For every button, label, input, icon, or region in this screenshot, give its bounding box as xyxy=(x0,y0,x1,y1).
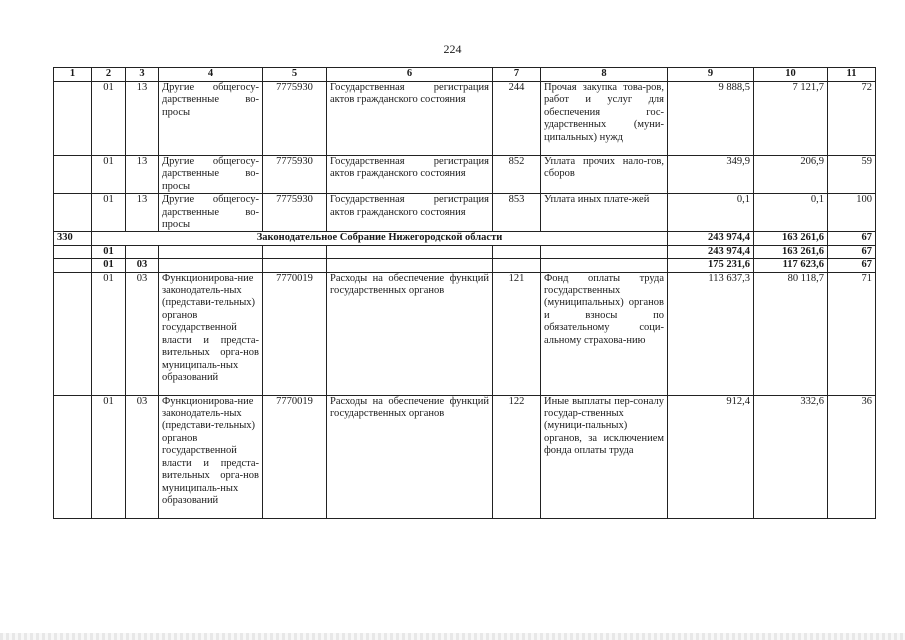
cell-actual: 163 261,6 xyxy=(754,245,828,258)
cell-code xyxy=(54,395,92,518)
cell-actual: 80 118,7 xyxy=(754,272,828,395)
cell-plan: 912,4 xyxy=(668,395,754,518)
cell-code xyxy=(54,194,92,232)
column-header: 2 xyxy=(92,68,126,82)
cell-section-name: Другие общегосу-дарственные во-просы xyxy=(159,156,263,194)
section-total-row xyxy=(54,245,876,258)
column-header: 8 xyxy=(541,68,668,82)
cell-plan: 113 637,3 xyxy=(668,272,754,395)
scan-edge-band xyxy=(0,633,905,640)
cell-expense-name: Фонд оплаты труда государственных (муниципальных) органов и взносы по обязательному соци-альному страхова-нию xyxy=(541,272,668,395)
cell-section-name: Другие общегосу-дарственные во-просы xyxy=(159,82,263,156)
column-header: 4 xyxy=(159,68,263,82)
cell-target-article: 7775930 xyxy=(263,194,327,232)
cell-actual: 117 623,6 xyxy=(754,259,828,272)
cell-section: 01 xyxy=(92,245,126,258)
cell-section: 01 xyxy=(92,156,126,194)
cell-plan: 243 974,4 xyxy=(668,245,754,258)
cell-section: 01 xyxy=(92,272,126,395)
cell-expense-type: 852 xyxy=(493,156,541,194)
cell-percent: 72 xyxy=(828,82,876,156)
cell-percent: 100 xyxy=(828,194,876,232)
subsection-total-row xyxy=(54,259,876,272)
cell-actual: 7 121,7 xyxy=(754,82,828,156)
table-row xyxy=(54,395,876,518)
department-code: 330 xyxy=(54,232,92,245)
cell-expense-type: 853 xyxy=(493,194,541,232)
cell-plan: 0,1 xyxy=(668,194,754,232)
cell-expense-name: Прочая закупка това-ров, работ и услуг для обеспечения гос-ударственных (муни-ципальных) нужд xyxy=(541,82,668,156)
cell-plan: 243 974,4 xyxy=(668,232,754,245)
cell-article-name: Расходы на обеспечение функций государственных органов xyxy=(327,395,493,518)
cell-actual: 206,9 xyxy=(754,156,828,194)
cell-article-name: Государственная регистрация актов гражданского состояния xyxy=(327,194,493,232)
table-row xyxy=(54,194,876,232)
cell-percent: 67 xyxy=(828,232,876,245)
cell-code xyxy=(54,82,92,156)
department-name: Законодательное Собрание Нижегородской области xyxy=(92,232,668,245)
table-row xyxy=(54,272,876,395)
cell-plan: 175 231,6 xyxy=(668,259,754,272)
cell-plan: 9 888,5 xyxy=(668,82,754,156)
table-row xyxy=(54,156,876,194)
cell-section: 01 xyxy=(92,259,126,272)
cell-percent: 67 xyxy=(828,245,876,258)
cell-subsection: 13 xyxy=(126,194,159,232)
table-row xyxy=(54,82,876,156)
cell-target-article: 7770019 xyxy=(263,272,327,395)
cell-target-article: 7775930 xyxy=(263,82,327,156)
cell-code xyxy=(54,272,92,395)
cell-actual: 332,6 xyxy=(754,395,828,518)
cell-expense-name: Уплата прочих нало-гов, сборов xyxy=(541,156,668,194)
cell-section: 01 xyxy=(92,82,126,156)
cell-percent: 71 xyxy=(828,272,876,395)
cell-expense-type: 122 xyxy=(493,395,541,518)
column-header: 11 xyxy=(828,68,876,82)
cell-section: 01 xyxy=(92,194,126,232)
cell-subsection: 13 xyxy=(126,156,159,194)
cell-target-article: 7775930 xyxy=(263,156,327,194)
column-header: 6 xyxy=(327,68,493,82)
header-row xyxy=(54,68,876,82)
cell-expense-type: 121 xyxy=(493,272,541,395)
cell-expense-name: Уплата иных плате-жей xyxy=(541,194,668,232)
department-row xyxy=(54,232,876,245)
cell-percent: 59 xyxy=(828,156,876,194)
cell-subsection: 03 xyxy=(126,272,159,395)
cell-expense-name: Иные выплаты пер-соналу государ-ственных (муници-пальных) органов, за исключением фонда оплаты труда xyxy=(541,395,668,518)
column-header: 5 xyxy=(263,68,327,82)
cell-code xyxy=(54,156,92,194)
cell-target-article: 7770019 xyxy=(263,395,327,518)
cell-actual: 0,1 xyxy=(754,194,828,232)
cell-percent: 36 xyxy=(828,395,876,518)
cell-section-name: Функционирова-ние законодатель-ных (представи-тельных) органов государственной власти и предста-вительных орга-нов муниципаль-ных образований xyxy=(159,395,263,518)
budget-table xyxy=(53,67,876,519)
page-number: 224 xyxy=(443,42,462,56)
cell-subsection: 03 xyxy=(126,395,159,518)
cell-section-name: Функционирова-ние законодатель-ных (представи-тельных) органов государственной власти и предста-вительных орга-нов муниципаль-ных образований xyxy=(159,272,263,395)
cell-article-name: Государственная регистрация актов гражданского состояния xyxy=(327,82,493,156)
column-header: 1 xyxy=(54,68,92,82)
cell-article-name: Расходы на обеспечение функций государственных органов xyxy=(327,272,493,395)
column-header: 9 xyxy=(668,68,754,82)
cell-section: 01 xyxy=(92,395,126,518)
cell-actual: 163 261,6 xyxy=(754,232,828,245)
column-header: 7 xyxy=(493,68,541,82)
column-header: 3 xyxy=(126,68,159,82)
cell-expense-type: 244 xyxy=(493,82,541,156)
cell-subsection: 13 xyxy=(126,82,159,156)
cell-article-name: Государственная регистрация актов гражданского состояния xyxy=(327,156,493,194)
cell-plan: 349,9 xyxy=(668,156,754,194)
column-header: 10 xyxy=(754,68,828,82)
cell-section-name: Другие общегосу-дарственные во-просы xyxy=(159,194,263,232)
cell-percent: 67 xyxy=(828,259,876,272)
cell-subsection: 03 xyxy=(126,259,159,272)
